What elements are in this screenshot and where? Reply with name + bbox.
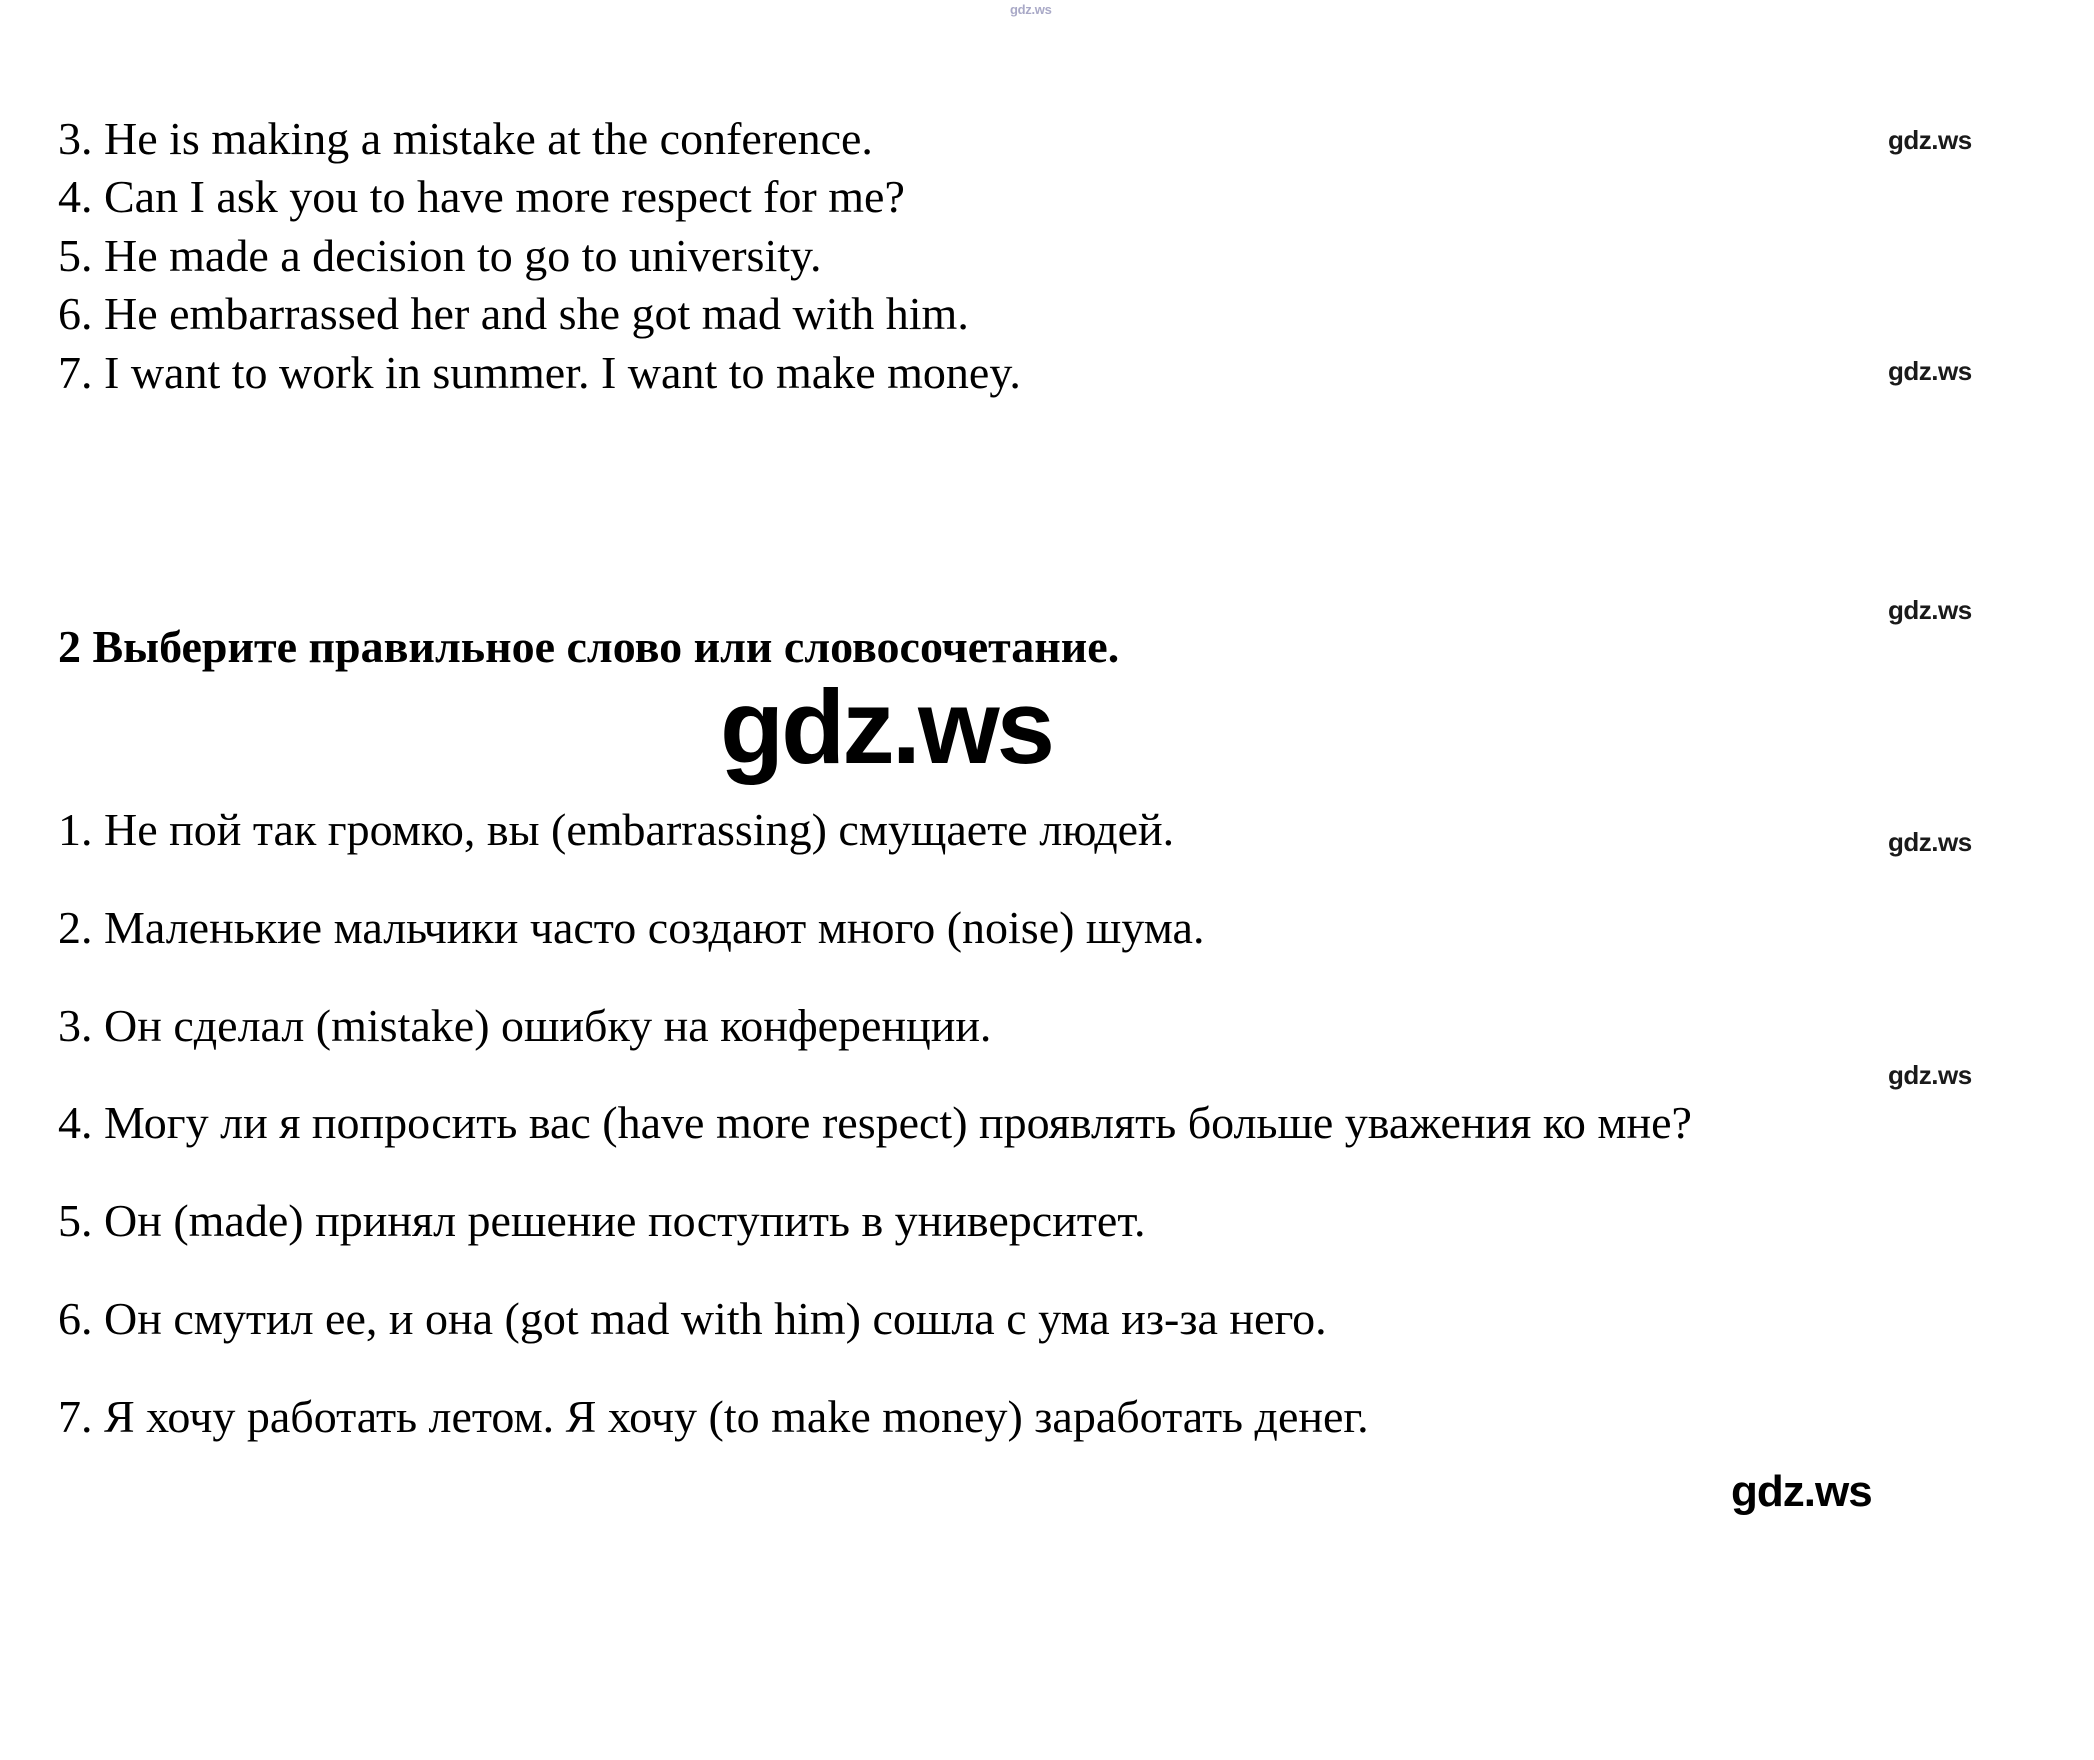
watermark-top-tiny: gdz.ws: [1010, 2, 1052, 17]
russian-answer-item: 5. Он (made) принял решение поступить в университет.: [58, 1195, 1146, 1247]
watermark-side-2: gdz.ws: [1888, 356, 1972, 386]
russian-answer-item: 7. Я хочу работать летом. Я хочу (to make money) заработать денег.: [58, 1390, 1369, 1442]
english-answer-line: 3. He is making a mistake at the conference.: [58, 113, 873, 164]
russian-answer-item: 4. Могу ли я попросить вас (have more respect) проявлять больше уважения ко мне?: [58, 1097, 1692, 1149]
watermark-side-1: gdz.ws: [1888, 125, 1972, 155]
english-answer-line: 7. I want to work in summer. I want to make money.: [58, 346, 1021, 398]
watermark-center-large: gdz.ws: [720, 669, 1053, 786]
english-answer-line: 5. He made a decision to go to university.: [58, 229, 822, 281]
watermark-side-4: gdz.ws: [1888, 827, 1972, 857]
english-answer-list: [58, 110, 1858, 402]
watermark-side-5: gdz.ws: [1888, 1060, 1972, 1090]
russian-answer-item: 1. Не пой так громко, вы (embarrassing) смущаете людей.: [58, 804, 1175, 855]
russian-answer-list: [58, 800, 1988, 1447]
english-answer-line: 4. Can I ask you to have more respect for me?: [58, 171, 905, 223]
task-heading: 2 Выберите правильное слово или словосочетание.: [58, 621, 1120, 672]
watermark-inline-end: gdz.ws: [1731, 1467, 1872, 1516]
russian-answer-item: 2. Маленькие мальчики часто создают много (noise) шума.: [58, 901, 1205, 953]
russian-answer-item: 6. Он смутил ее, и она (got mad with him) сошла с ума из-за него.: [58, 1292, 1327, 1344]
english-answer-line: 6. He embarrassed her and she got mad with him.: [58, 288, 969, 340]
watermark-side-3: gdz.ws: [1888, 595, 1972, 625]
russian-answer-item: 3. Он сделал (mistake) ошибку на конференции.: [58, 999, 992, 1051]
